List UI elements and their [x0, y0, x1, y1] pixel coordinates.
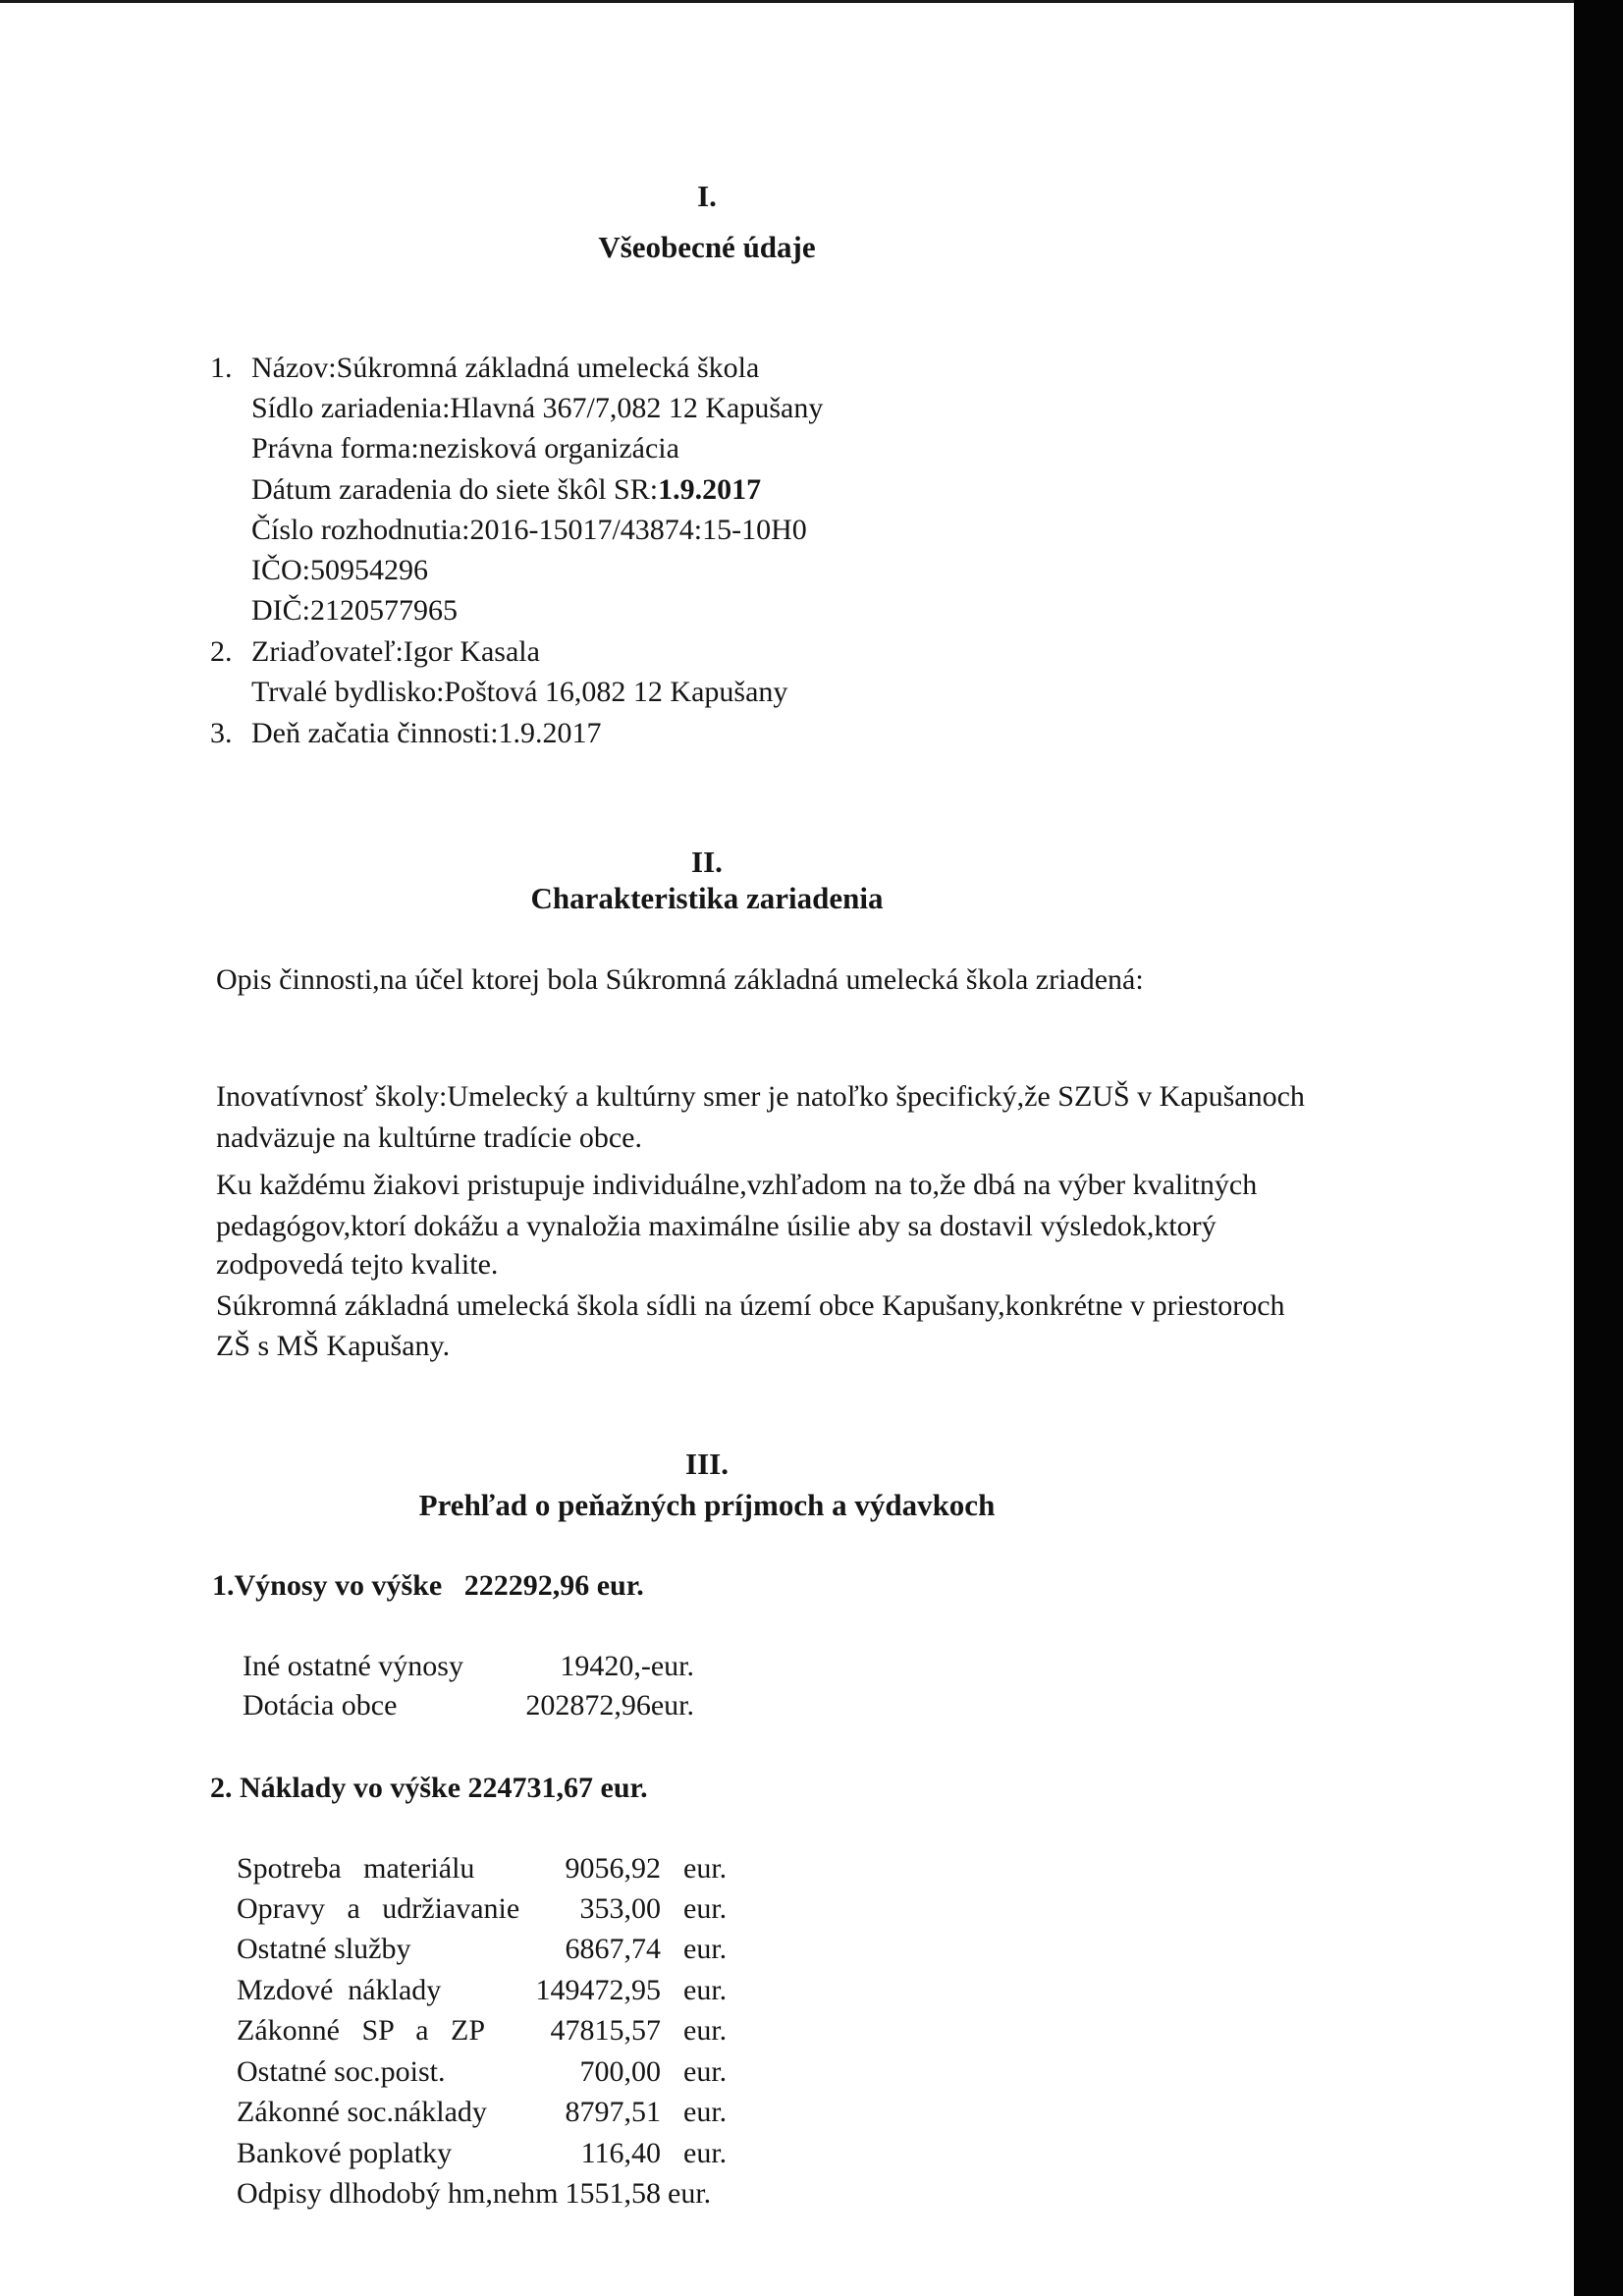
general-info-line: Zriaďovateľ:Igor Kasala	[251, 635, 540, 668]
line-text: Dátum zaradenia do siete škôl SR:	[251, 473, 659, 506]
paragraph-line: pedagógov,ktorí dokážu a vynaložia maximálne úsilie aby sa dostavil výsledok,ktorý	[216, 1210, 1217, 1242]
cost-amount: 8797,51	[565, 2096, 661, 2128]
cost-unit: eur.	[683, 2014, 728, 2047]
paragraph-line: ZŠ s MŠ Kapušany.	[216, 1330, 451, 1362]
scan-top-edge	[0, 0, 1574, 3]
cost-amount: 149472,95	[535, 1974, 661, 2006]
paragraph-line: Inovatívnosť školy:Umelecký a kultúrny smer je natoľko špecifický,že SZUŠ v Kapušanoch	[216, 1080, 1305, 1113]
general-info-line: Číslo rozhodnutia:2016-15017/43874:15-10H0	[251, 514, 807, 546]
cost-amount: 1551,58	[565, 2177, 661, 2210]
cost-unit: eur.	[683, 2137, 728, 2169]
cost-amount: 700,00	[579, 2055, 661, 2088]
general-info-line: DIČ:2120577965	[251, 594, 458, 627]
cost-unit: eur.	[668, 2177, 712, 2210]
line-bold-value: 1.9.2017	[658, 473, 762, 506]
cost-amount: 9056,92	[565, 1852, 661, 1885]
section-2-title: Charakteristika zariadenia	[530, 881, 884, 915]
revenue-amount: 202872,96eur.	[525, 1689, 694, 1722]
cost-unit: eur.	[683, 2055, 728, 2088]
cost-amount: 6867,74	[565, 1933, 661, 1965]
section-3-title: Prehľad o peňažných príjmoch a výdavkoch	[418, 1488, 996, 1522]
cost-amount: 353,00	[579, 1892, 661, 1925]
cost-label: Opravy a udržiavanie	[237, 1892, 520, 1925]
revenue-heading: 1.Výnosy vo výške 222292,96 eur.	[212, 1569, 644, 1602]
section-1-title: Všeobecné údaje	[598, 230, 816, 264]
paragraph-line: Ku každému žiakovi pristupuje individuálne,vzhľadom na to,že dbá na výber kvalitných	[216, 1169, 1258, 1201]
cost-label: Zákonné soc.náklady	[237, 2096, 487, 2128]
revenue-label: Iné ostatné výnosy	[243, 1650, 463, 1682]
general-info-line	[251, 473, 761, 507]
general-info-line: Názov:Súkromná základná umelecká škola	[251, 352, 760, 384]
cost-label: Bankové poplatky	[237, 2137, 453, 2169]
cost-label: Zákonné SP a ZP	[237, 2014, 486, 2047]
general-info-line: Trvalé bydlisko:Poštová 16,082 12 Kapušany	[251, 676, 788, 708]
cost-label: Spotreba materiálu	[237, 1852, 475, 1885]
cost-amount: 47815,57	[550, 2014, 661, 2047]
cost-label: Ostatné soc.poist.	[237, 2055, 446, 2088]
item-number: 2.	[210, 635, 233, 668]
cost-amount: 116,40	[580, 2137, 661, 2169]
cost-unit: eur.	[683, 1974, 728, 2006]
item-number: 3.	[210, 717, 233, 749]
paragraph-line: zodpovedá tejto kvalite.	[216, 1248, 499, 1281]
costs-heading: 2. Náklady vo výške 224731,67 eur.	[210, 1772, 648, 1804]
cost-unit: eur.	[683, 2096, 728, 2128]
cost-label: Odpisy dlhodobý hm,nehm	[237, 2177, 559, 2210]
activity-intro: Opis činnosti,na účel ktorej bola Súkromná základná umelecká škola zriadená:	[216, 963, 1144, 996]
item-number: 1.	[210, 352, 233, 384]
cost-unit: eur.	[683, 1852, 728, 1885]
scan-right-edge	[1574, 0, 1623, 2296]
cost-label: Mzdové náklady	[237, 1974, 442, 2006]
paragraph-line: nadväzuje na kultúrne tradície obce.	[216, 1121, 642, 1154]
paragraph-line: Súkromná základná umelecká škola sídli na území obce Kapušany,konkrétne v priestoroch	[216, 1289, 1285, 1322]
revenue-amount: 19420,-eur.	[560, 1650, 694, 1682]
cost-label: Ostatné služby	[237, 1933, 411, 1965]
general-info-line: IČO:50954296	[251, 554, 428, 586]
general-info-line: Právna forma:nezisková organizácia	[251, 432, 679, 465]
cost-unit: eur.	[683, 1933, 728, 1965]
section-2-numeral: II.	[691, 845, 723, 879]
general-info-line: Deň začatia činnosti:1.9.2017	[251, 717, 602, 749]
section-1-numeral: I.	[697, 179, 717, 213]
general-info-line: Sídlo zariadenia:Hlavná 367/7,082 12 Kapušany	[251, 392, 824, 424]
revenue-label: Dotácia obce	[243, 1689, 398, 1722]
cost-unit: eur.	[683, 1892, 728, 1925]
section-3-numeral: III.	[685, 1447, 729, 1481]
